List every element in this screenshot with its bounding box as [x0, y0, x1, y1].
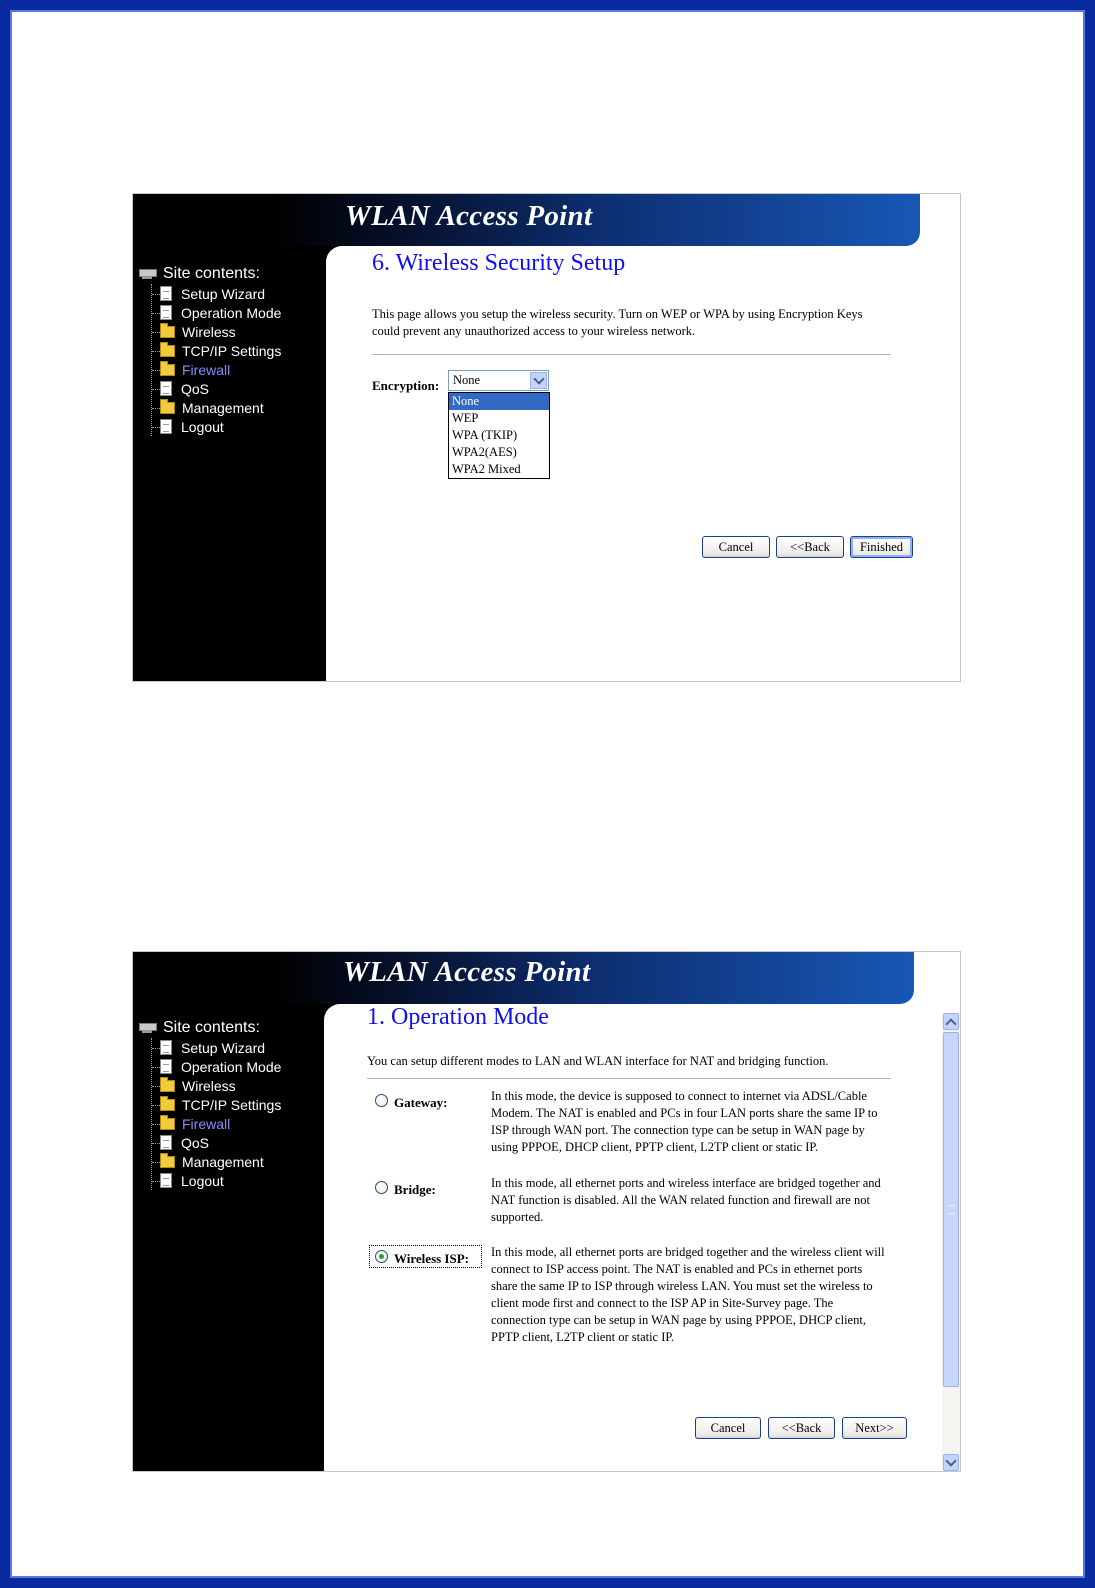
sidebar-item-firewall[interactable]: Firewall	[152, 360, 281, 379]
bridge-radio[interactable]	[375, 1181, 388, 1194]
gateway-radio[interactable]	[375, 1094, 388, 1107]
encryption-option-wpa2-aes[interactable]: WPA2(AES)	[452, 445, 517, 459]
document-icon	[160, 381, 172, 396]
sidebar-item-management[interactable]: Management	[152, 1152, 281, 1171]
banner	[133, 194, 920, 246]
folder-icon	[160, 345, 175, 357]
bridge-label: Bridge:	[394, 1182, 436, 1197]
sidebar-item-wireless[interactable]: Wireless	[152, 1076, 281, 1095]
sidebar-item-tcpip[interactable]: TCP/IP Settings	[152, 341, 281, 360]
folder-icon	[160, 1156, 175, 1168]
sidebar-item-operation-mode[interactable]: Operation Mode	[152, 1057, 281, 1076]
document-icon	[160, 1135, 172, 1150]
folder-icon	[160, 1118, 175, 1130]
document-icon	[160, 419, 172, 434]
site-tree	[139, 264, 281, 436]
site-contents-label: Site contents:	[163, 1019, 260, 1036]
sidebar-item-qos[interactable]: QoS	[152, 1133, 281, 1152]
scroll-thumb[interactable]	[943, 1032, 959, 1387]
wireless-isp-radio[interactable]	[375, 1250, 388, 1263]
content-area	[324, 1004, 942, 1471]
divider	[367, 1078, 891, 1079]
sidebar-item-setup-wizard[interactable]: Setup Wizard	[152, 284, 281, 303]
folder-icon	[160, 326, 175, 338]
encryption-select[interactable]	[448, 370, 549, 391]
document-icon	[160, 1173, 172, 1188]
banner	[133, 952, 914, 1004]
encryption-option-wep[interactable]: WEP	[452, 411, 479, 425]
chevron-up-icon	[945, 1018, 956, 1029]
site-tree	[139, 1018, 281, 1190]
page-description: You can setup different modes to LAN and WLAN interface for NAT and bridging function.	[367, 1054, 829, 1068]
sidebar-item-logout[interactable]: Logout	[152, 417, 281, 436]
sidebar-item-operation-mode[interactable]: Operation Mode	[152, 303, 281, 322]
sidebar-item-setup-wizard[interactable]: Setup Wizard	[152, 1038, 281, 1057]
site-contents-root	[139, 1018, 281, 1038]
gateway-label: Gateway:	[394, 1095, 448, 1110]
banner-title: WLAN Access Point	[345, 200, 593, 232]
encryption-value: None	[453, 373, 481, 387]
screenshot-operation-mode	[132, 951, 961, 1472]
wireless-isp-label: Wireless ISP:	[394, 1251, 469, 1266]
sidebar-item-logout[interactable]: Logout	[152, 1171, 281, 1190]
document-icon	[160, 1040, 172, 1055]
folder-icon	[160, 402, 175, 414]
banner-title: WLAN Access Point	[343, 956, 591, 988]
site-contents-root	[139, 264, 281, 284]
page-title: 1. Operation Mode	[367, 1004, 549, 1030]
sidebar-item-wireless[interactable]: Wireless	[152, 322, 281, 341]
screenshot-wireless-security	[132, 193, 961, 682]
scroll-down-button[interactable]	[943, 1454, 959, 1471]
computer-icon	[139, 1022, 157, 1034]
finished-button[interactable]: Finished	[850, 536, 913, 558]
vertical-scrollbar[interactable]	[942, 1013, 960, 1471]
chevron-down-icon	[945, 1455, 956, 1466]
back-button[interactable]: <<Back	[768, 1417, 835, 1439]
sidebar-item-management[interactable]: Management	[152, 398, 281, 417]
computer-icon	[139, 268, 157, 280]
page-description: This page allows you setup the wireless security. Turn on WEP or WPA by using Encryption Keys could prevent any unauthorized access to your wireless network.	[372, 307, 863, 338]
folder-icon	[160, 1099, 175, 1111]
document-icon	[160, 1059, 172, 1074]
sidebar-item-tcpip[interactable]: TCP/IP Settings	[152, 1095, 281, 1114]
sidebar-item-qos[interactable]: QoS	[152, 379, 281, 398]
divider	[372, 354, 891, 355]
content-area	[326, 246, 960, 681]
sidebar-item-firewall[interactable]: Firewall	[152, 1114, 281, 1133]
document-icon	[160, 305, 172, 320]
folder-icon	[160, 364, 175, 376]
wireless-isp-description: In this mode, all ethernet ports are bridged together and the wireless client will connect to ISP access point. The NAT is enabled and PCs in ethernet ports share the same IP to ISP through wireless LAN. You must set the wireless to client mode first and connect to the ISP AP in Site-Survey page. The connection type can be setup in WAN page by using PPPOE, DHCP client, PPTP client, L2TP client or static IP.	[491, 1245, 885, 1344]
next-button[interactable]: Next>>	[842, 1417, 907, 1439]
page-title: 6. Wireless Security Setup	[372, 250, 626, 276]
cancel-button[interactable]: Cancel	[702, 536, 770, 558]
encryption-dropdown-list	[448, 392, 550, 479]
site-contents-label: Site contents:	[163, 265, 260, 282]
scroll-up-button[interactable]	[943, 1013, 959, 1030]
encryption-option-wpa2-mixed[interactable]: WPA2 Mixed	[452, 462, 521, 476]
encryption-option-wpa-tkip[interactable]: WPA (TKIP)	[452, 428, 518, 442]
folder-icon	[160, 1080, 175, 1092]
bridge-description: In this mode, all ethernet ports and wireless interface are bridged together and NAT function is disabled. All the WAN related function and firewall are not supported.	[491, 1176, 881, 1224]
gateway-description: In this mode, the device is supposed to connect to internet via ADSL/Cable Modem. The NAT is enabled and PCs in four LAN ports share the same IP to ISP through WAN port. The connection type can be setup in WAN page by using PPPOE, DHCP client, PPTP client, L2TP client or static IP.	[491, 1089, 878, 1154]
back-button[interactable]: <<Back	[776, 536, 844, 558]
document-icon	[160, 286, 172, 301]
encryption-option-none[interactable]: None	[449, 393, 549, 410]
chevron-down-icon[interactable]	[530, 372, 547, 389]
cancel-button[interactable]: Cancel	[695, 1417, 761, 1439]
encryption-label: Encryption:	[372, 378, 440, 393]
